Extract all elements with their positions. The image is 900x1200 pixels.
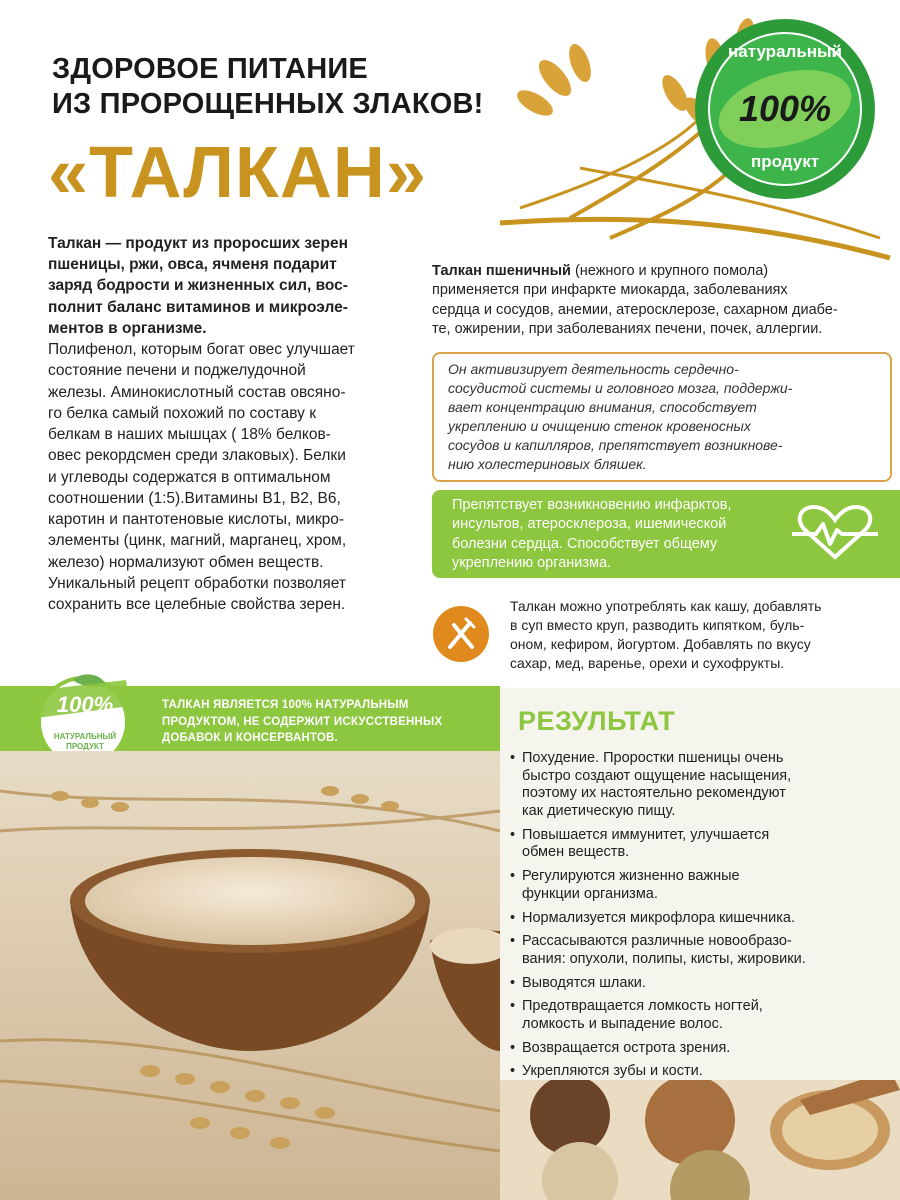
green-box-line: Препятствует возникновению инфарктов, — [452, 497, 732, 513]
wheat-talkan-title: Талкан пшеничный — [432, 263, 571, 279]
result-item: • Повышается иммунитет, улучшается обмен веществ. — [510, 827, 870, 862]
intro-body-line: и углеводы содержатся в оптимальном — [48, 468, 331, 486]
bread-grains-photo — [500, 1080, 900, 1200]
wheat-talkan-text — [432, 262, 877, 339]
small-badge-line1: НАТУРАЛЬНЫЙ — [53, 732, 117, 741]
italic-box-line: сосудистой системы и головного мозга, поддержи- — [448, 380, 793, 397]
headline — [52, 52, 484, 122]
wheat-talkan-line: (нежного и крупного помола) — [574, 263, 769, 279]
band-line: ДОБАВОК И КОНСЕРВАНТОВ. — [162, 732, 338, 745]
headline-line-1: ЗДОРОВОЕ ПИТАНИЕ — [52, 53, 368, 85]
usage-line: оном, кефиром, йогуртом. Добавлять по вкусу — [510, 636, 811, 653]
italic-box-line: укреплению и очищению стенок кровеносных — [448, 418, 751, 435]
badge-top-text: натуральный — [727, 42, 843, 61]
natural-band-text — [162, 697, 482, 747]
usage-line: в суп вместо круп, разводить кипятком, буль- — [510, 617, 805, 634]
wheat-talkan-line: те, ожирении, при заболеваниях печени, почек, аллергии. — [432, 320, 823, 337]
heart-benefit-box — [432, 352, 892, 482]
fork-knife-icon — [432, 605, 490, 663]
intro-body-line: го белка самый похожий по составу к — [48, 404, 317, 422]
small-badge-line2: ПРОДУКТ — [66, 742, 104, 751]
intro-body-line: овес рекордсмен среди злаковых). Белки — [48, 447, 346, 465]
intro-bold-line: Талкан — продукт из проросших зерен — [48, 235, 348, 252]
result-item: • Нормализуется микрофлора кишечника. — [510, 910, 870, 928]
result-item: • Похудение. Проростки пшеницы очень быстро создают ощущение насыщения, поэтому их настоятельно рекомендуют как диетическую пищу. — [510, 750, 870, 821]
intro-bold-line: ментов в организме. — [48, 319, 207, 337]
badge-percent: 100% — [738, 88, 832, 129]
intro-body-line: состояние печени и поджелудочной — [48, 362, 306, 380]
result-item: • Регулируются жизненно важные функции организма. — [510, 868, 870, 903]
result-list — [510, 750, 870, 1087]
green-box-line: болезни сердца. Способствует общему — [452, 535, 718, 552]
intro-bold-line: пшеницы, ржи, овса, ячменя подарит — [48, 256, 337, 274]
wheat-talkan-line: сердца и сосудов, анемии, атеросклерозе, сахарном диабе- — [432, 301, 838, 318]
italic-box-line: нию холестериновых бляшек. — [448, 456, 647, 473]
intro-body-line: сохранить все целебные свойства зерен. — [48, 595, 346, 613]
green-benefit-text — [452, 496, 782, 574]
intro-body-line: элементы (цинк, магний, марганец, хром, — [48, 532, 347, 550]
italic-box-line: Он активизирует деятельность сердечно- — [448, 361, 739, 377]
intro-body-line: железы. Аминокислотный состав овсяно- — [48, 383, 346, 401]
italic-box-line: вает концентрацию внимания, способствует — [448, 399, 757, 416]
intro-body-line: Полифенол, которым богат овес улучшает — [48, 341, 355, 359]
flour-bowl-photo — [0, 751, 500, 1200]
usage-text — [510, 597, 880, 673]
result-item: • Рассасываются различные новообразо- вания: опухоли, полипы, кисты, жировики. — [510, 933, 870, 968]
intro-body-line: каротин и пантотеновые кислоты, микро- — [48, 511, 345, 529]
band-line: ТАЛКАН ЯВЛЯЕТСЯ 100% НАТУРАЛЬНЫМ — [162, 699, 409, 711]
intro-body-line: железо) нормализуют обмен веществ. — [48, 553, 324, 571]
result-item: • Предотвращается ломкость ногтей, ломкость и выпадение волос. — [510, 998, 870, 1033]
intro-text — [48, 233, 418, 615]
result-item: • Возвращается острота зрения. — [510, 1040, 870, 1058]
green-box-line: укреплению организма. — [452, 555, 612, 572]
usage-line: Талкан можно употреблять как кашу, добавлять — [510, 598, 822, 614]
brand-title: «ТАЛКАН» — [48, 133, 427, 213]
natural-product-badge — [690, 14, 880, 204]
result-item: • Выводятся шлаки. — [510, 975, 870, 993]
intro-bold-line: заряд бодрости и жизненных сил, вос- — [48, 277, 348, 295]
heart-pulse-icon — [790, 502, 880, 562]
small-badge-percent: 100% — [56, 692, 114, 717]
intro-body-line: Уникальный рецепт обработки позволяет — [48, 574, 346, 592]
italic-box-line: сосудов и капилляров, препятствует возникнове- — [448, 437, 783, 454]
band-line: ПРОДУКТОМ, НЕ СОДЕРЖИТ ИСКУССТВЕННЫХ — [162, 715, 443, 728]
usage-line: сахар, мед, варенье, орехи и сухофрукты. — [510, 655, 785, 672]
result-item: • Укрепляются зубы и кости. — [510, 1063, 870, 1081]
green-box-line: инсультов, атеросклероза, ишемической — [452, 516, 727, 533]
headline-line-2: ИЗ ПРОРОЩЕННЫХ ЗЛАКОВ! — [52, 87, 484, 120]
intro-bold-line: полнит баланс витаминов и микроэле- — [48, 298, 348, 316]
intro-body-line: соотношении (1:5).Витамины В1, В2, В6, — [48, 489, 341, 507]
wheat-talkan-line: применяется при инфаркте миокарда, заболеваниях — [432, 282, 788, 299]
badge-bottom-text: продукт — [750, 152, 820, 171]
result-title: РЕЗУЛЬТАТ — [518, 706, 676, 736]
intro-body-line: белкам в наших мышцах ( 18% белков- — [48, 426, 331, 444]
